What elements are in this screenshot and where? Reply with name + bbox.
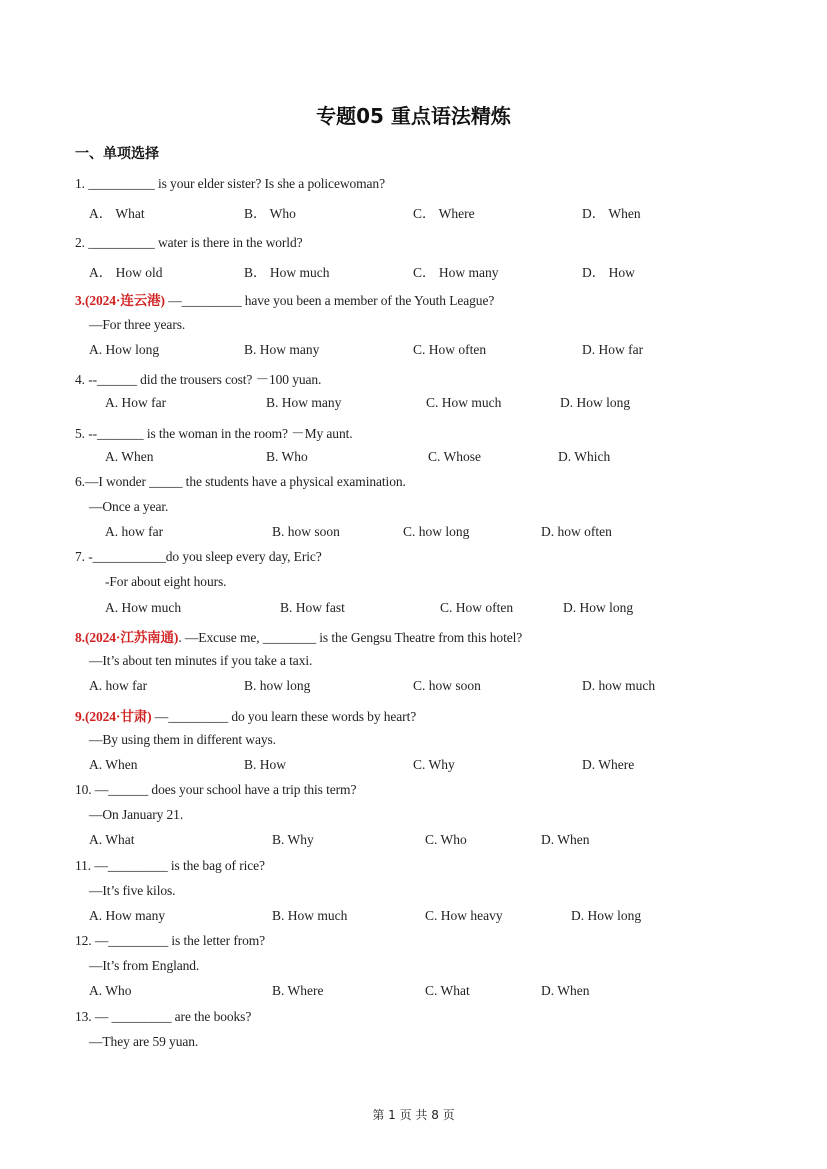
question-12-answer: —It’s from England. xyxy=(89,958,200,973)
question-4-stem: 4. --______ did the trousers cost? －100 yuan. xyxy=(75,372,322,387)
question-8-option-b: B. how long xyxy=(244,678,311,693)
question-10-answer: —On January 21. xyxy=(89,807,184,822)
question-3-number: 3. xyxy=(75,293,85,308)
question-7-option-d: D. How long xyxy=(563,600,634,615)
question-9-number: 9. xyxy=(75,709,85,724)
question-3-option-d: D. How far xyxy=(582,342,644,357)
question-10-option-b: B. Why xyxy=(272,832,314,847)
question-5-option-c: C. Whose xyxy=(428,449,481,464)
question-11-option-d: D. How long xyxy=(571,908,642,923)
question-5-option-a: A. When xyxy=(105,449,154,464)
question-1-option-a: A． What xyxy=(89,206,145,221)
question-7-answer: -For about eight hours. xyxy=(105,574,227,589)
question-11-option-a: A. How many xyxy=(89,908,166,923)
question-12-option-c: C. What xyxy=(425,983,470,998)
question-6-option-a: A. how far xyxy=(105,524,164,539)
question-4-option-d: D. How long xyxy=(560,395,631,410)
question-5-option-d: D. Which xyxy=(558,449,611,464)
question-11-stem: 11. —_________ is the bag of rice? xyxy=(75,858,265,873)
question-7-stem: 7. -___________do you sleep every day, Eric? xyxy=(75,549,322,564)
question-6-stem: 6.—I wonder _____ the students have a physical examination. xyxy=(75,474,406,489)
question-4-option-c: C. How much xyxy=(426,395,502,410)
question-1-option-b: B． Who xyxy=(244,206,296,221)
question-5-stem: 5. --_______ is the woman in the room? －My aunt. xyxy=(75,426,353,441)
question-11-answer: —It’s five kilos. xyxy=(89,883,176,898)
question-9-option-b: B. How xyxy=(244,757,287,772)
section-heading: 一、单项选择 xyxy=(75,146,159,162)
question-13-answer: —They are 59 yuan. xyxy=(89,1034,199,1049)
question-3-option-a: A. How long xyxy=(89,342,160,357)
question-10-stem: 10. —______ does your school have a trip this term? xyxy=(75,782,357,797)
question-9-source: (2024·甘肃) xyxy=(84,709,152,724)
question-9-option-c: C. Why xyxy=(413,757,455,772)
question-11-option-b: B. How much xyxy=(272,908,348,923)
question-8-source: (2024·江苏南通) xyxy=(84,630,179,645)
question-7-option-a: A. How much xyxy=(105,600,182,615)
question-3-stem: —_________ have you been a member of the Youth League? xyxy=(164,293,495,308)
question-11-option-c: C. How heavy xyxy=(425,908,503,923)
question-7-option-c: C. How often xyxy=(440,600,514,615)
question-10-option-d: D. When xyxy=(541,832,590,847)
question-4-option-b: B. How many xyxy=(266,395,342,410)
question-8-stem: . —Excuse me, ________ is the Gengsu Theatre from this hotel? xyxy=(178,630,523,645)
question-10-option-a: A. What xyxy=(89,832,135,847)
question-8-stem-line xyxy=(75,626,522,646)
question-6-answer: —Once a year. xyxy=(89,499,169,514)
question-9-option-d: D. Where xyxy=(582,757,635,772)
question-1-option-c: C． Where xyxy=(413,206,475,221)
question-1-option-d: D． When xyxy=(582,206,641,221)
question-10-option-c: C. Who xyxy=(425,832,467,847)
question-3-option-b: B. How many xyxy=(244,342,320,357)
question-3-option-c: C. How often xyxy=(413,342,487,357)
question-9-stem-line xyxy=(75,705,416,725)
question-3-source: (2024·连云港) xyxy=(84,293,165,308)
question-4-option-a: A. How far xyxy=(105,395,167,410)
question-3-answer: —For three years. xyxy=(89,317,186,332)
question-2-stem: 2. __________ water is there in the world? xyxy=(75,235,303,250)
question-2-option-b: B． How much xyxy=(244,265,330,280)
question-8-option-a: A. how far xyxy=(89,678,148,693)
question-7-option-b: B. How fast xyxy=(280,600,345,615)
question-12-option-a: A. Who xyxy=(89,983,132,998)
question-2-option-d: D． How xyxy=(582,265,635,280)
page-footer: 第 1 页 共 8 页 xyxy=(372,1108,455,1122)
question-9-answer: —By using them in different ways. xyxy=(89,732,276,747)
question-12-option-b: B. Where xyxy=(272,983,324,998)
question-8-option-d: D. how much xyxy=(582,678,656,693)
question-2-option-a: A． How old xyxy=(89,265,163,280)
question-6-option-c: C. how long xyxy=(403,524,470,539)
question-8-option-c: C. how soon xyxy=(413,678,481,693)
question-2-option-c: C． How many xyxy=(413,265,499,280)
question-3-stem-line xyxy=(75,289,494,309)
question-9-stem: —_________ do you learn these words by heart? xyxy=(151,709,417,724)
page-title: 专题05 重点语法精炼 xyxy=(316,104,511,128)
question-13-stem: 13. — _________ are the books? xyxy=(75,1009,252,1024)
question-8-number: 8. xyxy=(75,630,85,645)
question-1-stem: 1. __________ is your elder sister? Is she a policewoman? xyxy=(75,176,385,191)
question-6-option-b: B. how soon xyxy=(272,524,340,539)
question-12-option-d: D. When xyxy=(541,983,590,998)
question-6-option-d: D. how often xyxy=(541,524,612,539)
question-5-option-b: B. Who xyxy=(266,449,308,464)
question-8-answer: —It’s about ten minutes if you take a taxi. xyxy=(89,653,313,668)
question-12-stem: 12. —_________ is the letter from? xyxy=(75,933,266,948)
question-9-option-a: A. When xyxy=(89,757,138,772)
